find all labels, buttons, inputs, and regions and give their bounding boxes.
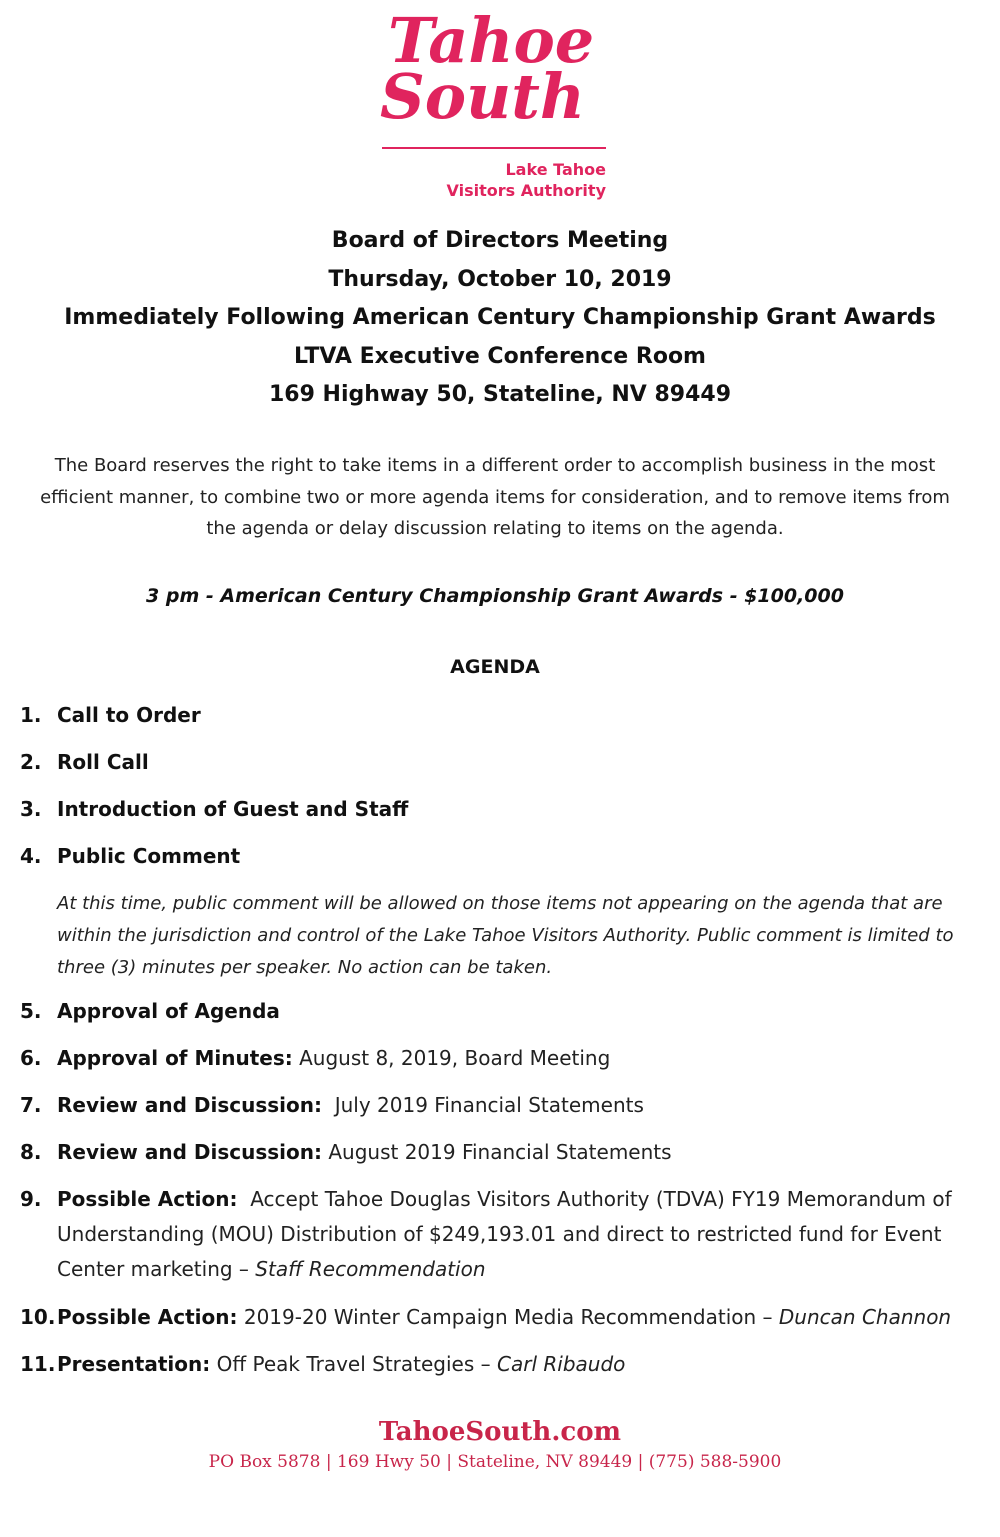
item-title: Review and Discussion: [57,1093,322,1117]
logo-org-line2: Visitors Authority [446,181,606,200]
svg-text:South: South [380,60,585,133]
item-title: Approval of Agenda [57,999,280,1023]
item-title: Presentation: [57,1352,211,1376]
item-presenter: Staff Recommendation [255,1257,486,1281]
item-number: 10. [20,1305,56,1329]
item-title: Possible Action: [57,1305,238,1329]
svg-text:Tahoe: Tahoe [388,4,595,77]
item-number: 3. [20,797,42,821]
agenda-item [20,994,980,1029]
agenda-item [20,1041,980,1076]
item-number: 4. [20,844,42,868]
meeting-title: Board of Directors Meeting [331,228,669,253]
agenda-title: AGENDA [450,656,540,678]
agenda-item [20,1300,980,1335]
agenda-item [20,698,980,733]
meeting-heading [0,222,1000,415]
item-number: 6. [20,1046,42,1070]
item-title: Call to Order [57,703,201,727]
item-title: Review and Discussion: [57,1140,322,1164]
item-title: Public Comment [57,844,241,868]
public-comment-note: At this time, public comment will be allowed on those items not appearing on the agenda that are within the jurisdiction and control of the Lake Tahoe Visitors Authority. Public comment is limited to three (3) minutes per speaker. No action can be taken. [57,893,954,978]
tahoe-south-wordmark-icon [378,2,610,142]
item-number: 1. [20,703,42,727]
item-title: Approval of Minutes: [57,1046,293,1070]
agenda-item [20,1182,980,1287]
item-presenter: Duncan Channon [778,1305,952,1329]
logo-divider [382,147,606,149]
logo-org-line1: Lake Tahoe [505,160,606,179]
item-presenter: Carl Ribaudo [497,1352,626,1376]
item-title: Introduction of Guest and Staff [57,797,409,821]
item-text: Accept Tahoe Douglas Visitors Authority (TDVA) FY19 Memorandum of Understanding (MOU) Distribution of $249,193.01 and direct to restricted fund for Event Center marketing – [57,1187,952,1281]
item-number: 8. [20,1140,42,1164]
item-text: Off Peak Travel Strategies – [216,1352,491,1376]
item-text: July 2019 Financial Statements [334,1093,644,1117]
item-text: 2019-20 Winter Campaign Media Recommendation – [243,1305,773,1329]
item-title: Roll Call [57,750,149,774]
meeting-date: Thursday, October 10, 2019 [328,266,672,292]
agenda-item [20,792,980,827]
item-title: Possible Action: [57,1187,238,1211]
agenda-item [20,1347,980,1382]
item-number: 11. [20,1352,56,1376]
agenda-item [20,839,980,874]
item-number: 2. [20,750,42,774]
meeting-timing: Immediately Following American Century Championship Grant Awards [64,305,936,330]
agenda-item [20,1135,980,1170]
agenda-item [20,1088,980,1123]
agenda-item [20,745,980,780]
item-number: 9. [20,1187,42,1211]
item-number: 7. [20,1093,42,1117]
footer-address: PO Box 5878 | 169 Hwy 50 | Stateline, NV 89449 | (775) 588-5900 [208,1452,782,1472]
item-number: 5. [20,999,42,1023]
item-text: August 2019 Financial Statements [328,1140,672,1164]
awards-line: 3 pm - American Century Championship Grant Awards - $100,000 [146,585,844,607]
disclaimer: The Board reserves the right to take items in a different order to accomplish business in the most efficient manner, to combine two or more agenda items for consideration, and to remove items from the agenda or delay discussion relating to items on the agenda. [40,455,950,539]
meeting-address: 169 Highway 50, Stateline, NV 89449 [268,382,732,407]
item-text: August 8, 2019, Board Meeting [299,1046,611,1070]
meeting-room: LTVA Executive Conference Room [294,343,706,369]
footer-website: TahoeSouth.com [378,1417,622,1447]
